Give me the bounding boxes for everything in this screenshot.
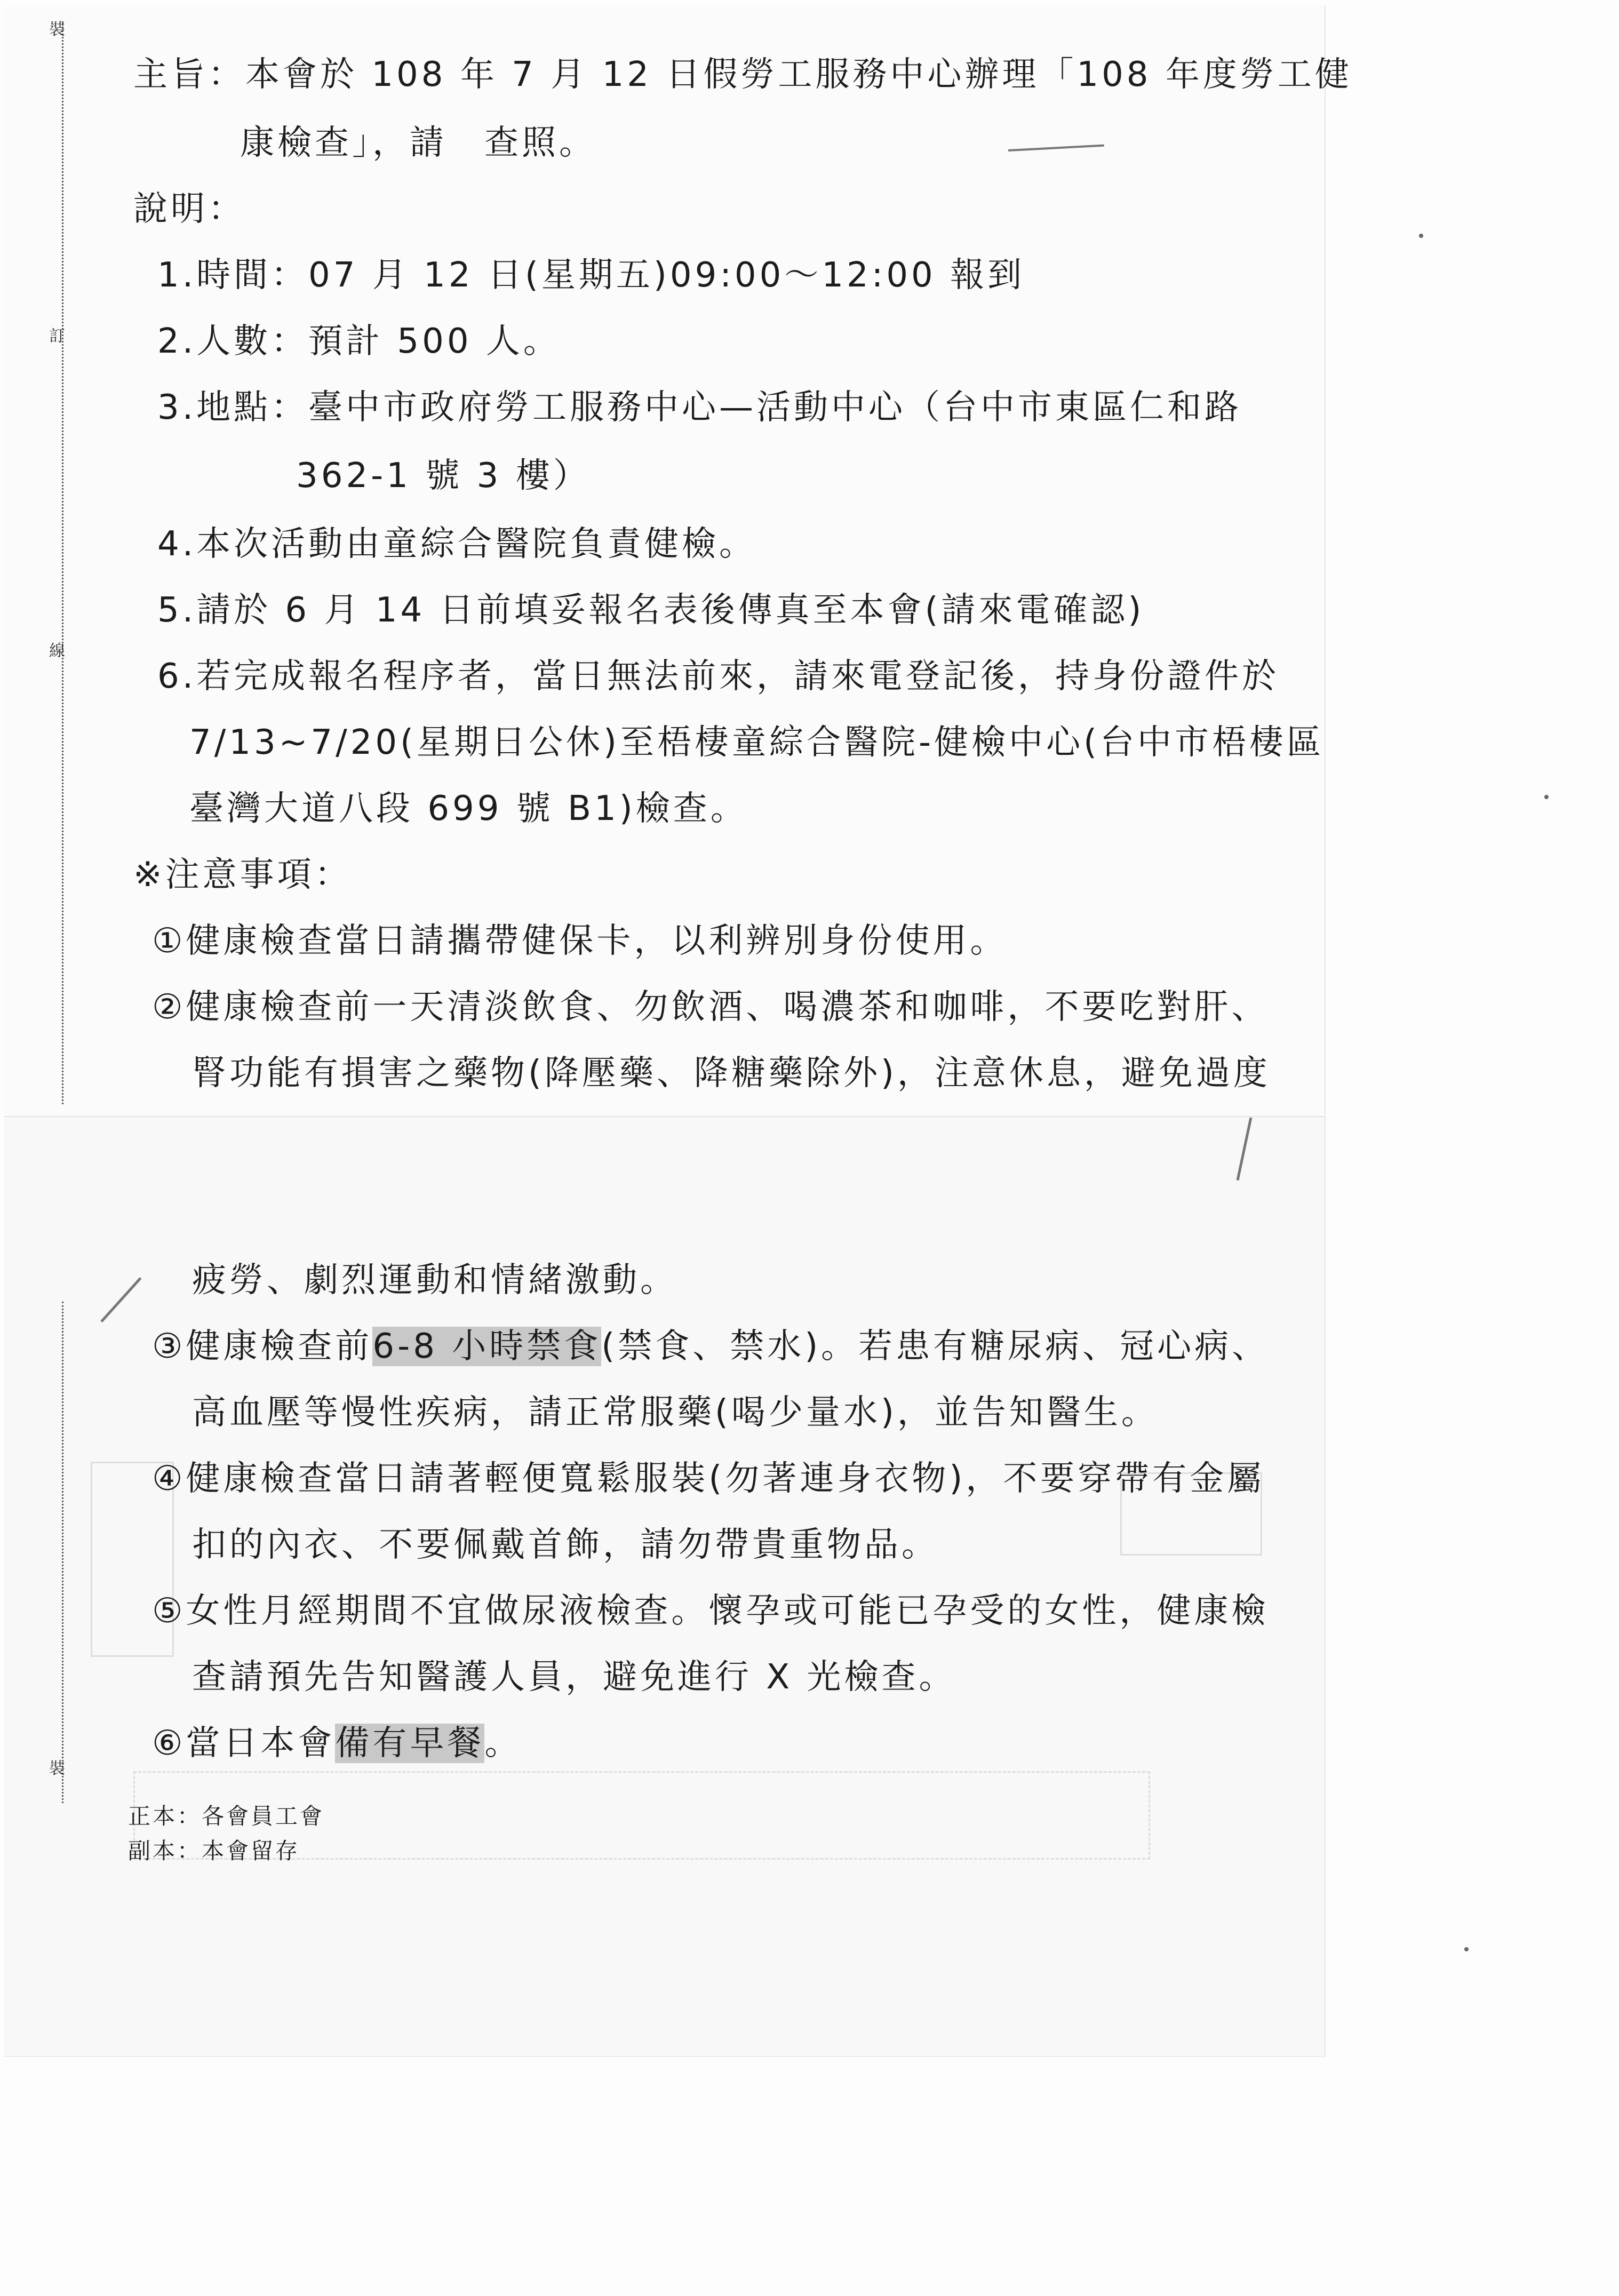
binding-line [62, 1302, 63, 1803]
subject-line: 主旨：本會於 108 年 7 月 12 日假勞工服務中心辦理「108 年度勞工健 [133, 55, 1352, 94]
note-item: 高血壓等慢性疾病，請正常服藥(喝少量水)，並告知醫生。 [192, 1393, 1159, 1432]
note-item: 扣的內衣、不要佩戴首飾，請勿帶貴重物品。 [192, 1525, 939, 1565]
binding-mark: 線 [49, 642, 65, 660]
explanation-item: 1.時間：07 月 12 日(星期五)09:00～12:00 報到 [157, 256, 1025, 295]
highlighted-text: 6-8 小時禁食 [372, 1327, 602, 1366]
explanation-heading: 說明： [133, 189, 245, 229]
note-item [152, 1324, 1269, 1369]
sheet-lower [4, 1116, 1326, 2057]
note-item: ①健康檢查當日請攜帶健保卡，以利辨別身份使用。 [152, 921, 1008, 961]
scan-speck [1544, 795, 1549, 799]
explanation-item: 5.請於 6 月 14 日前填妥報名表後傳真至本會(請來電確認) [157, 591, 1145, 630]
binding-line [62, 21, 63, 1104]
note-item [152, 1721, 522, 1766]
note-text: (禁食、禁水)。若患有糖尿病、冠心病、 [601, 1327, 1270, 1366]
binding-mark: 訂 [49, 327, 65, 346]
note-item: ⑤女性月經期間不宜做尿液檢查。懷孕或可能已孕受的女性，健康檢 [152, 1591, 1269, 1631]
distribution-copy: 副本：本會留存 [128, 1838, 300, 1864]
explanation-item: 6.若完成報名程序者，當日無法前來，請來電登記後，持身份證件於 [157, 657, 1280, 696]
note-text: 。 [484, 1724, 522, 1763]
note-item: 查請預先告知醫護人員，避免進行 X 光檢查。 [192, 1657, 956, 1697]
note-item: 疲勞、劇烈運動和情緒激動。 [192, 1261, 677, 1300]
note-item: 腎功能有損害之藥物(降壓藥、降糖藥除外)，注意休息，避免過度 [192, 1054, 1271, 1093]
note-text: ⑥當日本會 [152, 1724, 336, 1763]
note-text: ③健康檢查前 [152, 1327, 373, 1366]
explanation-item: 362-1 號 3 樓） [296, 456, 591, 496]
scan-speck [1419, 234, 1423, 238]
scan-speck [1464, 1947, 1469, 1951]
notes-heading: ※注意事項： [133, 855, 352, 895]
explanation-item: 2.人數：預計 500 人。 [157, 322, 561, 361]
note-item: ④健康檢查當日請著輕便寬鬆服裝(勿著連身衣物)，不要穿帶有金屬 [152, 1459, 1265, 1498]
binding-mark: 裝 [49, 1759, 65, 1778]
binding-mark: 裝 [49, 20, 65, 39]
explanation-item: 4.本次活動由童綜合醫院負責健檢。 [157, 524, 757, 564]
note-item: ②健康檢查前一天清淡飲食、勿飲酒、喝濃茶和咖啡，不要吃對肝、 [152, 987, 1269, 1027]
explanation-item: 臺灣大道八段 699 號 B1)檢查。 [189, 789, 748, 828]
distribution-original: 正本：各會員工會 [128, 1803, 325, 1829]
highlighted-text: 備有早餐 [335, 1724, 485, 1763]
explanation-item: 7/13~7/20(星期日公休)至梧棲童綜合醫院-健檢中心(台中市梧棲區 [189, 723, 1325, 762]
explanation-item: 3.地點：臺中市政府勞工服務中心—活動中心（台中市東區仁和路 [157, 388, 1242, 427]
subject-line: 康檢查」，請 查照。 [240, 123, 596, 163]
